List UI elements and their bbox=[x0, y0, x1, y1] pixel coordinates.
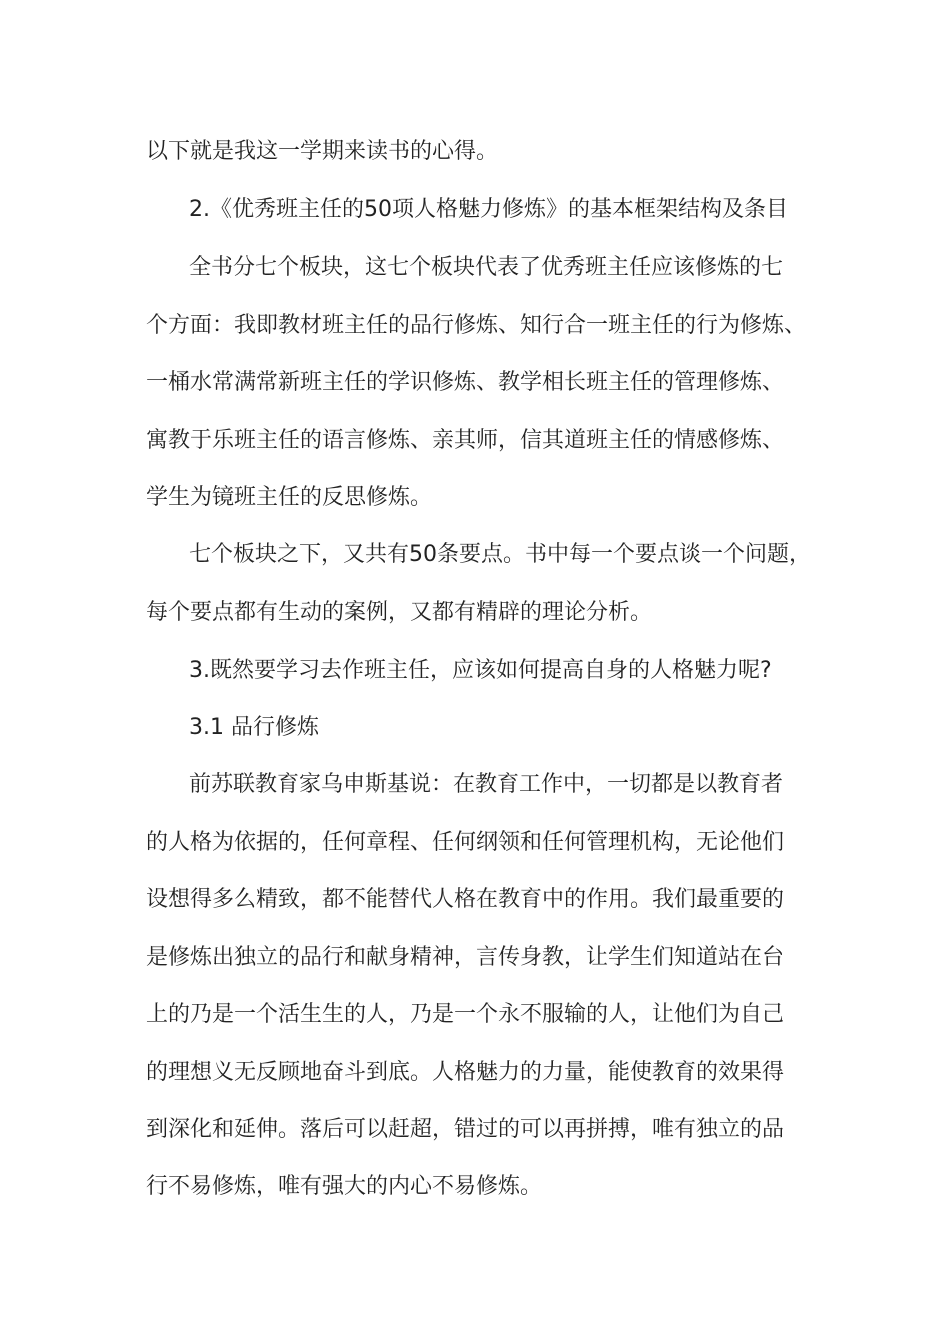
section-heading: 2.《优秀班主任的50项人格魅力修炼》的基本框架结构及条目 bbox=[189, 197, 788, 222]
text-line: 的理想义无反顾地奋斗到底。人格魅力的力量，能使教育的效果得 bbox=[146, 1060, 785, 1085]
text-line: 上的乃是一个活生生的人，乃是一个永不服输的人，让他们为自己 bbox=[146, 1002, 785, 1027]
text-line: 前苏联教育家乌申斯基说：在教育工作中，一切都是以教育者 bbox=[189, 772, 784, 797]
text-line: 一桶水常满常新班主任的学识修炼、教学相长班主任的管理修炼、 bbox=[146, 370, 785, 395]
text-line: 设想得多么精致，都不能替代人格在教育中的作用。我们最重要的 bbox=[146, 887, 785, 912]
text-line: 每个要点都有生动的案例，又都有精辟的理论分析。 bbox=[146, 600, 653, 625]
text-line: 行不易修炼，唯有强大的内心不易修炼。 bbox=[146, 1174, 543, 1199]
section-heading: 3.既然要学习去作班主任，应该如何提高自身的人格魅力呢? bbox=[189, 658, 772, 683]
text-line: 七个板块之下，又共有50条要点。书中每一个要点谈一个问题， bbox=[189, 542, 811, 567]
text-line: 以下就是我这一学期来读书的心得。 bbox=[146, 139, 499, 164]
text-line: 个方面：我即教材班主任的品行修炼、知行合一班主任的行为修炼、 bbox=[146, 313, 807, 338]
text-line: 学生为镜班主任的反思修炼。 bbox=[146, 485, 433, 510]
text-line: 到深化和延伸。落后可以赶超，错过的可以再拼搏，唯有独立的品 bbox=[146, 1117, 785, 1142]
text-line: 全书分七个板块，这七个板块代表了优秀班主任应该修炼的七 bbox=[189, 255, 784, 280]
text-line: 的人格为依据的，任何章程、任何纲领和任何管理机构，无论他们 bbox=[146, 830, 785, 855]
text-line: 是修炼出独立的品行和献身精神，言传身教，让学生们知道站在台 bbox=[146, 945, 785, 970]
text-line: 寓教于乐班主任的语言修炼、亲其师，信其道班主任的情感修炼、 bbox=[146, 428, 785, 453]
subsection-heading: 3.1 品行修炼 bbox=[189, 715, 319, 740]
